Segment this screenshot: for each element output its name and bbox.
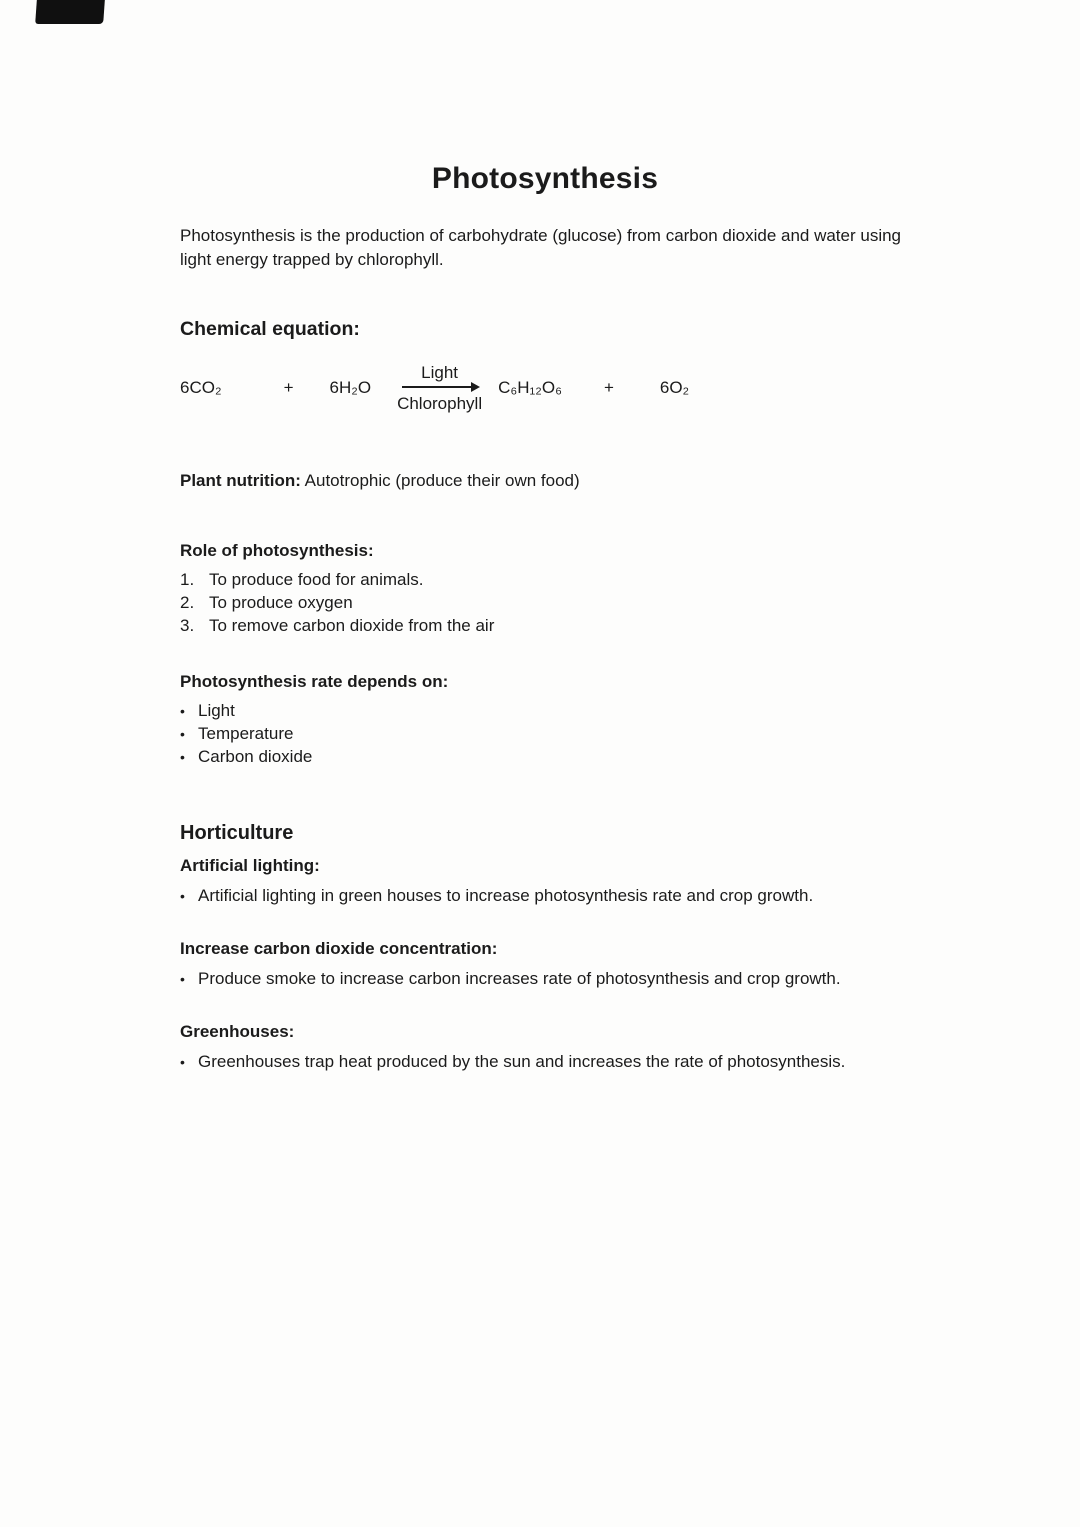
section-heading-chemical-equation: Chemical equation: [180, 318, 360, 341]
subsection-bullet-list [180, 969, 910, 990]
list-item [180, 701, 910, 722]
equation-reactant-co2: 6CO₂ [180, 378, 222, 398]
equation-plus-sign-2: + [603, 378, 614, 398]
list-item [180, 724, 910, 745]
subsection-heading-artificial-lighting: Artificial lighting: [180, 855, 320, 875]
roles-heading: Role of photosynthesis: [180, 541, 374, 561]
subsection-heading-greenhouses: Greenhouses: [180, 1022, 295, 1042]
item-text: To remove carbon dioxide from the air [209, 615, 495, 635]
equation-product-oxygen: 6O₂ [659, 378, 690, 398]
arrow-label-chlorophyll: Chlorophyll [397, 394, 483, 414]
subsection-bullet-list [180, 886, 910, 907]
bullet-icon: • [180, 703, 185, 720]
plant-nutrition-label: Plant nutrition: [180, 471, 301, 491]
list-item [180, 570, 910, 591]
list-item [180, 1052, 910, 1073]
item-text: To produce oxygen [209, 592, 353, 612]
item-text: Produce smoke to increase carbon increases rate of photosynthesis and crop growth. [198, 969, 841, 989]
chemical-equation [180, 357, 910, 419]
list-item [180, 747, 910, 768]
rate-heading: Photosynthesis rate depends on: [180, 672, 449, 692]
intro-paragraph: Photosynthesis is the production of carbohydrate (glucose) from carbon dioxide and water using light energy trapped by chlorophyll. [180, 226, 902, 270]
bullet-icon: • [180, 748, 185, 765]
plant-nutrition-line [180, 471, 910, 491]
roles-numbered-list [180, 570, 910, 636]
list-item [180, 886, 910, 907]
page-title: Photosynthesis [431, 162, 659, 195]
equation-product-glucose: C₆H₁₂O₆ [498, 378, 562, 398]
right-arrow-icon [402, 386, 478, 388]
item-text: Temperature [198, 724, 294, 744]
bullet-icon: • [180, 726, 185, 743]
subsection-heading-carbon-dioxide: Increase carbon dioxide concentration: [180, 939, 498, 959]
item-text: Artificial lighting in green houses to increase photosynthesis rate and crop growth. [198, 885, 814, 905]
arrow-label-light: Light [421, 363, 459, 382]
rate-bullet-list [180, 701, 910, 767]
item-number: 1. [180, 570, 195, 590]
bullet-icon: • [180, 1054, 185, 1071]
equation-arrow-group [397, 362, 482, 415]
horticulture-heading: Horticulture [180, 821, 294, 844]
list-item [180, 969, 910, 990]
list-item [180, 616, 910, 637]
item-number: 2. [180, 592, 195, 612]
item-text: Light [198, 701, 235, 721]
bullet-icon: • [180, 887, 185, 904]
equation-plus-sign: + [283, 378, 294, 398]
item-text: Greenhouses trap heat produced by the sun and increases the rate of photosynthesis. [198, 1052, 846, 1072]
item-number: 3. [180, 615, 195, 635]
scan-artifact [35, 0, 105, 24]
item-text: To produce food for animals. [209, 570, 424, 590]
item-text: Carbon dioxide [198, 746, 313, 766]
bullet-icon: • [180, 971, 185, 988]
list-item [180, 593, 910, 614]
equation-reactant-h2o: 6H₂O [329, 378, 372, 398]
subsection-bullet-list [180, 1052, 910, 1073]
plant-nutrition-value: Autotrophic (produce their own food) [300, 471, 580, 491]
